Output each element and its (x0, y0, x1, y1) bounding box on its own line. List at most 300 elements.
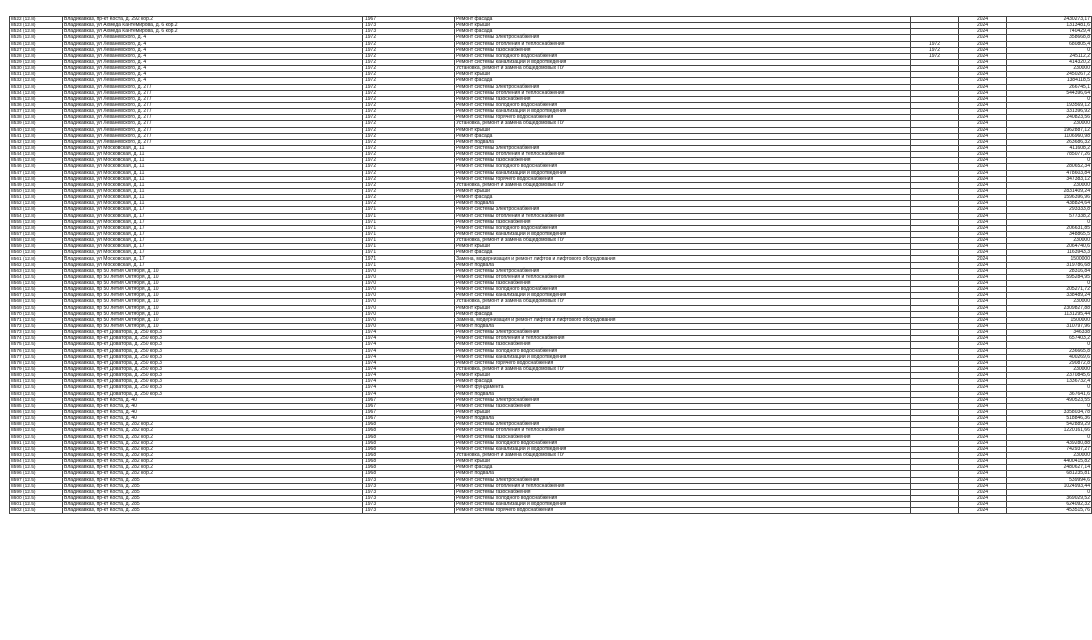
build-year-cell: 1970 (363, 305, 455, 311)
row-id-cell: 8561 (12.8) (10, 256, 63, 262)
plan-year-cell: 2024 (959, 219, 1007, 225)
cost-cell: 0 (1007, 281, 1092, 287)
row-id-cell: 8589 (12.5) (10, 428, 63, 434)
plan-year-cell: 2024 (959, 17, 1007, 23)
build-year-cell: 1971 (363, 219, 455, 225)
build-year-cell: 1971 (363, 262, 455, 268)
cost-cell: 785077,26 (1007, 152, 1092, 158)
build-year-cell: 1973 (363, 502, 455, 508)
plan-year-cell: 2024 (959, 213, 1007, 219)
plan-year-cell: 2024 (959, 391, 1007, 397)
address-cell: Владикавказ, пр-кт Доватора, д. 250 кор.3 (63, 391, 363, 397)
build-year-cell: 1974 (363, 360, 455, 366)
build-year-cell: 1968 (363, 422, 455, 428)
address-cell: Владикавказ, ул Леваневского, д. 4 (63, 66, 363, 72)
row-id-cell: 8598 (12.5) (10, 483, 63, 489)
row-id-cell: 8526 (12.8) (10, 41, 63, 47)
address-cell: Владикавказ, ул Московская, д. 17 (63, 219, 363, 225)
build-year-cell: 1972 (363, 115, 455, 121)
row-id-cell: 8530 (12.8) (10, 66, 63, 72)
row-id-cell: 8548 (12.8) (10, 176, 63, 182)
build-year-cell: 1974 (363, 391, 455, 397)
plan-year-cell: 2024 (959, 465, 1007, 471)
work-type-cell: Ремонт системы отопления и теплоснабжения (455, 274, 911, 280)
plan-year-cell: 2024 (959, 281, 1007, 287)
work-type-cell: Ремонт системы газоснабжения (455, 489, 911, 495)
row-id-cell: 8572 (12.5) (10, 324, 63, 330)
plan-year-cell: 2024 (959, 471, 1007, 477)
work-type-cell: Ремонт фасада (455, 465, 911, 471)
work-type-cell: Ремонт системы холодного водоснабжения (455, 348, 911, 354)
plan-year-cell: 2024 (959, 201, 1007, 207)
row-id-cell: 8554 (12.8) (10, 213, 63, 219)
build-year-cell: 1970 (363, 274, 455, 280)
build-year-cell: 1971 (363, 231, 455, 237)
row-id-cell: 8573 (12.5) (10, 330, 63, 336)
address-cell: Владикавказ, ул Московская, д. 17 (63, 250, 363, 256)
row-id-cell: 8597 (12.5) (10, 477, 63, 483)
plan-year-cell: 2024 (959, 23, 1007, 29)
address-cell: Владикавказ, ул Леваневского, д. 277 (63, 102, 363, 108)
address-cell: Владикавказ, ул Московская, д. 11 (63, 188, 363, 194)
cost-cell: 230000 (1007, 299, 1092, 305)
build-year-cell: 1974 (363, 336, 455, 342)
row-id-cell: 8560 (12.8) (10, 250, 63, 256)
address-cell: Владикавказ, пр-кт Доватора, д. 250 кор.3 (63, 385, 363, 391)
work-type-cell: Ремонт системы холодного водоснабжения (455, 287, 911, 293)
work-type-cell: Ремонт крыши (455, 188, 911, 194)
address-cell: Владикавказ, пр-кт Доватора, д. 250 кор.3 (63, 373, 363, 379)
work-type-cell: Ремонт системы электроснабжения (455, 84, 911, 90)
address-cell: Владикавказ, ул Московская, д. 11 (63, 152, 363, 158)
work-type-cell: Ремонт крыши (455, 410, 911, 416)
row-id-cell: 8555 (12.8) (10, 219, 63, 225)
work-type-cell: Ремонт фасада (455, 29, 911, 35)
work-type-cell: Ремонт подвала (455, 201, 911, 207)
build-year-cell: 1970 (363, 299, 455, 305)
row-id-cell: 8577 (12.5) (10, 354, 63, 360)
plan-year-cell: 2024 (959, 330, 1007, 336)
address-cell: Владикавказ, ул Леваневского, д. 277 (63, 90, 363, 96)
plan-year-cell: 2024 (959, 293, 1007, 299)
address-cell: Владикавказ, ул Леваневского, д. 4 (63, 35, 363, 41)
row-id-cell: 8565 (12.5) (10, 281, 63, 287)
address-cell: Владикавказ, ул Леваневского, д. 277 (63, 127, 363, 133)
build-year-cell: 1971 (363, 207, 455, 213)
row-id-cell: 8576 (12.5) (10, 348, 63, 354)
plan-year-cell: 2024 (959, 483, 1007, 489)
row-id-cell: 8538 (12.8) (10, 115, 63, 121)
plan-year-cell: 2024 (959, 84, 1007, 90)
cost-cell: 293333,8 (1007, 207, 1092, 213)
cost-cell: 367641,6 (1007, 391, 1092, 397)
row-id-cell: 8601 (12.5) (10, 502, 63, 508)
work-type-cell: Ремонт фасада (455, 78, 911, 84)
plan-year-cell: 2024 (959, 495, 1007, 501)
work-type-cell: Ремонт системы канализации и водоотведения (455, 170, 911, 176)
plan-year-cell: 2024 (959, 96, 1007, 102)
row-id-cell: 8545 (12.8) (10, 158, 63, 164)
build-year-cell: 1973 (363, 477, 455, 483)
build-year-cell: 1972 (363, 53, 455, 59)
address-cell: Владикавказ, пр-кт Коста, д. 40 (63, 416, 363, 422)
row-id-cell: 8594 (12.5) (10, 459, 63, 465)
build-year-cell: 1970 (363, 311, 455, 317)
plan-year-cell: 2024 (959, 72, 1007, 78)
address-cell: Владикавказ, пр-кт Доватора, д. 250 кор.3 (63, 379, 363, 385)
work-type-cell: Ремонт подвала (455, 139, 911, 145)
work-type-cell: Установка, ремонт и замена общедомовых ПУ (455, 367, 911, 373)
build-year-cell: 1971 (363, 244, 455, 250)
cost-cell: 1500000 (1007, 317, 1092, 323)
build-year-cell: 1968 (363, 428, 455, 434)
cost-cell: 236665,8 (1007, 348, 1092, 354)
work-type-cell: Ремонт системы отопления и теплоснабжения (455, 90, 911, 96)
plan-year-cell: 2024 (959, 102, 1007, 108)
row-id-cell: 8591 (12.5) (10, 440, 63, 446)
plan-year-cell: 2024 (959, 508, 1007, 514)
build-year-cell: 1970 (363, 287, 455, 293)
plan-year-cell: 2024 (959, 311, 1007, 317)
cost-cell: 230000 (1007, 452, 1092, 458)
cost-cell: 414320,2 (1007, 59, 1092, 65)
row-id-cell: 8536 (12.8) (10, 102, 63, 108)
work-type-cell: Ремонт крыши (455, 23, 911, 29)
plan-year-cell: 2024 (959, 502, 1007, 508)
cost-cell: 1962887,12 (1007, 127, 1092, 133)
address-cell: Владикавказ, пр-кт Коста, д. 282 кор.2 (63, 434, 363, 440)
work-type-cell: Ремонт системы отопления и теплоснабжения (455, 152, 911, 158)
cost-cell: 0 (1007, 489, 1092, 495)
cost-cell: 2430273,17 (1007, 17, 1092, 23)
build-year-cell: 1974 (363, 348, 455, 354)
work-type-cell: Ремонт системы газоснабжения (455, 219, 911, 225)
address-cell: Владикавказ, ул Московская, д. 17 (63, 238, 363, 244)
cost-cell: 230000 (1007, 66, 1092, 72)
address-cell: Владикавказ, ул Леваневского, д. 277 (63, 133, 363, 139)
build-year-cell: 1972 (363, 176, 455, 182)
plan-year-cell: 2024 (959, 176, 1007, 182)
row-id-cell: 8592 (12.5) (10, 446, 63, 452)
row-id-cell: 8542 (12.8) (10, 139, 63, 145)
address-cell: Владикавказ, ул Леваневского, д. 4 (63, 47, 363, 53)
address-cell: Владикавказ, ул Московская, д. 17 (63, 256, 363, 262)
plan-year-cell: 2024 (959, 422, 1007, 428)
build-year-cell: 1972 (363, 35, 455, 41)
work-type-cell: Установка, ремонт и замена общедомовых ПУ (455, 66, 911, 72)
row-id-cell: 8522 (12.8) (10, 17, 63, 23)
work-type-cell: Ремонт системы канализации и водоотведения (455, 502, 911, 508)
work-type-cell: Ремонт фасада (455, 379, 911, 385)
plan-year-cell: 2024 (959, 115, 1007, 121)
row-id-cell: 8590 (12.5) (10, 434, 63, 440)
build-year-cell: 1972 (363, 121, 455, 127)
cost-cell: 348865,5 (1007, 231, 1092, 237)
cost-cell: 205271,72 (1007, 287, 1092, 293)
address-cell: Владикавказ, пр-кт Коста, д. 40 (63, 403, 363, 409)
cost-cell: 3358034,78 (1007, 410, 1092, 416)
work-type-cell: Ремонт фасада (455, 311, 911, 317)
row-id-cell: 8595 (12.5) (10, 465, 63, 471)
address-cell: Владикавказ, пр 50 летия Октября, д. 10 (63, 293, 363, 299)
plan-year-cell: 2024 (959, 250, 1007, 256)
address-cell: Владикавказ, ул Московская, д. 11 (63, 145, 363, 151)
work-type-cell: Ремонт фасада (455, 17, 911, 23)
cost-cell: 240823,56 (1007, 115, 1092, 121)
plan-year-cell: 2024 (959, 29, 1007, 35)
plan-year-cell: 2024 (959, 305, 1007, 311)
work-type-cell: Ремонт подвала (455, 471, 911, 477)
work-type-cell: Ремонт системы горячего водоснабжения (455, 115, 911, 121)
plan-year-cell: 2024 (959, 35, 1007, 41)
address-cell: Владикавказ, ул Московская, д. 11 (63, 176, 363, 182)
row-id-cell: 8568 (12.5) (10, 299, 63, 305)
build-year-cell: 1972 (363, 78, 455, 84)
work-type-cell: Ремонт подвала (455, 391, 911, 397)
plan-year-cell: 2024 (959, 188, 1007, 194)
plan-year-cell: 2024 (959, 66, 1007, 72)
work-type-cell: Ремонт системы электроснабжения (455, 330, 911, 336)
plan-year-cell: 2024 (959, 231, 1007, 237)
build-year-cell: 1974 (363, 342, 455, 348)
cost-cell: 400269,6 (1007, 354, 1092, 360)
cost-cell: 2831409,24 (1007, 188, 1092, 194)
work-type-cell: Ремонт системы канализации и водоотведения (455, 293, 911, 299)
work-type-cell: Ремонт подвала (455, 416, 911, 422)
cost-cell: 1163943,3 (1007, 250, 1092, 256)
build-year-cell: 1972 (363, 145, 455, 151)
cost-cell: 544396,64 (1007, 90, 1092, 96)
plan-year-cell: 2024 (959, 489, 1007, 495)
address-cell: Владикавказ, пр-кт Доватора, д. 250 кор.3 (63, 348, 363, 354)
cost-cell: 1336732,4 (1007, 379, 1092, 385)
build-year-cell: 1972 (363, 47, 455, 53)
plan-year-cell: 2024 (959, 446, 1007, 452)
work-type-cell: Ремонт крыши (455, 459, 911, 465)
row-id-cell: 8523 (12.8) (10, 23, 63, 29)
cost-cell: 439280,88 (1007, 440, 1092, 446)
build-year-cell: 1973 (363, 29, 455, 35)
cost-cell: 0 (1007, 47, 1092, 53)
work-type-cell: Ремонт системы электроснабжения (455, 35, 911, 41)
work-type-cell: Установка, ремонт и замена общедомовых ПУ (455, 299, 911, 305)
cost-cell: 369029,52 (1007, 495, 1092, 501)
row-id-cell: 8550 (12.8) (10, 188, 63, 194)
cost-cell: 681235,81 (1007, 471, 1092, 477)
plan-year-cell: 2024 (959, 360, 1007, 366)
address-cell: Владикавказ, пр 50 летия Октября, д. 10 (63, 311, 363, 317)
table-body (10, 17, 1092, 514)
work-type-cell: Ремонт системы отопления и теплоснабжения (455, 336, 911, 342)
cost-cell: 542889,29 (1007, 422, 1092, 428)
address-cell: Владикавказ, ул Московская, д. 17 (63, 207, 363, 213)
work-type-cell: Установка, ремонт и замена общедомовых ПУ (455, 182, 911, 188)
work-type-cell: Ремонт системы холодного водоснабжения (455, 225, 911, 231)
address-cell: Владикавказ, ул Московская, д. 11 (63, 201, 363, 207)
address-cell: Владикавказ, пр-кт Коста, д. 292 кор.2 (63, 17, 363, 23)
address-cell: Владикавказ, ул Леваневского, д. 277 (63, 84, 363, 90)
plan-year-cell: 2024 (959, 354, 1007, 360)
row-id-cell: 8547 (12.8) (10, 170, 63, 176)
row-id-cell: 8524 (12.8) (10, 29, 63, 35)
row-id-cell: 8539 (12.8) (10, 121, 63, 127)
build-year-cell: 1972 (363, 195, 455, 201)
plan-year-cell: 2024 (959, 145, 1007, 151)
work-type-cell: Установка, ремонт и замена общедомовых ПУ (455, 452, 911, 458)
row-id-cell: 8544 (12.8) (10, 152, 63, 158)
build-year-cell: 1972 (363, 139, 455, 145)
work-type-cell: Ремонт системы электроснабжения (455, 145, 911, 151)
work-type-cell: Ремонт системы отопления и теплоснабжения (455, 428, 911, 434)
build-year-cell: 1972 (363, 164, 455, 170)
cost-cell: 2450267,2 (1007, 72, 1092, 78)
build-year-cell: 1973 (363, 495, 455, 501)
cost-cell: 347383,12 (1007, 176, 1092, 182)
address-cell: Владикавказ, пр 50 летия Октября, д. 10 (63, 274, 363, 280)
cost-cell: 280652,34 (1007, 164, 1092, 170)
build-year-cell: 1967 (363, 17, 455, 23)
cost-cell: 358668,8 (1007, 35, 1092, 41)
row-id-cell: 8533 (12.8) (10, 84, 63, 90)
row-id-cell: 8535 (12.8) (10, 96, 63, 102)
row-id-cell: 8570 (12.5) (10, 311, 63, 317)
plan-year-cell: 2024 (959, 434, 1007, 440)
cost-cell: 518846,36 (1007, 416, 1092, 422)
build-year-cell: 1972 (363, 102, 455, 108)
row-id-cell: 8543 (12.8) (10, 145, 63, 151)
address-cell: Владикавказ, пр 50 летия Октября, д. 10 (63, 268, 363, 274)
work-type-cell: Ремонт системы отопления и теплоснабжения (455, 483, 911, 489)
cost-cell: 1313481,6 (1007, 23, 1092, 29)
work-type-cell: Ремонт фундамента (455, 385, 911, 391)
work-type-cell: Ремонт системы отопления и теплоснабжения (455, 213, 911, 219)
build-year-cell: 1968 (363, 446, 455, 452)
address-cell: Владикавказ, ул Леваневского, д. 4 (63, 53, 363, 59)
cost-cell: 0 (1007, 158, 1092, 164)
cost-cell: 0 (1007, 434, 1092, 440)
address-cell: Владикавказ, пр-кт Коста, д. 40 (63, 397, 363, 403)
work-type-cell: Ремонт системы горячего водоснабжения (455, 360, 911, 366)
row-id-cell: 8541 (12.8) (10, 133, 63, 139)
cost-cell: 230000 (1007, 238, 1092, 244)
address-cell: Владикавказ, пр-кт Доватора, д. 250 кор.3 (63, 354, 363, 360)
address-cell: Владикавказ, ул Ахмеда Кантемирова, д. 6 кор.2 (63, 23, 363, 29)
cost-cell: 2480627,14 (1007, 465, 1092, 471)
build-year-cell: 1967 (363, 397, 455, 403)
cost-cell: 0 (1007, 96, 1092, 102)
row-id-cell: 8596 (12.5) (10, 471, 63, 477)
build-year-cell: 1967 (363, 416, 455, 422)
address-cell: Владикавказ, ул Ахмеда Кантемирова, д. 6 кор.2 (63, 29, 363, 35)
plan-year-cell: 2024 (959, 428, 1007, 434)
row-id-cell: 8593 (12.5) (10, 452, 63, 458)
extra-year-cell: 1972 (911, 41, 959, 47)
build-year-cell: 1971 (363, 250, 455, 256)
address-cell: Владикавказ, ул Леваневского, д. 4 (63, 78, 363, 84)
plan-year-cell: 2024 (959, 152, 1007, 158)
plan-year-cell: 2024 (959, 348, 1007, 354)
plan-year-cell: 2024 (959, 342, 1007, 348)
build-year-cell: 1972 (363, 90, 455, 96)
address-cell: Владикавказ, ул Леваневского, д. 277 (63, 109, 363, 115)
extra-year-cell (911, 508, 959, 514)
row-id-cell: 8599 (12.5) (10, 489, 63, 495)
row-id-cell: 8537 (12.8) (10, 109, 63, 115)
address-cell: Владикавказ, пр 50 летия Октября, д. 10 (63, 305, 363, 311)
work-type-cell: Ремонт системы электроснабжения (455, 477, 911, 483)
build-year-cell: 1972 (363, 201, 455, 207)
cost-cell: 411608,2 (1007, 145, 1092, 151)
work-type-cell: Ремонт системы отопления и теплоснабжения (455, 41, 911, 47)
address-cell: Владикавказ, пр-кт Коста, д. 282 кор.2 (63, 452, 363, 458)
plan-year-cell: 2024 (959, 109, 1007, 115)
address-cell: Владикавказ, ул Московская, д. 17 (63, 213, 363, 219)
row-id-cell: 8583 (12.5) (10, 391, 63, 397)
row-id-cell: 8564 (12.5) (10, 274, 63, 280)
plan-year-cell: 2024 (959, 41, 1007, 47)
spreadsheet-page (9, 16, 1090, 514)
plan-year-cell: 2024 (959, 477, 1007, 483)
build-year-cell: 1971 (363, 256, 455, 262)
address-cell: Владикавказ, пр-кт Доватора, д. 250 кор.3 (63, 336, 363, 342)
build-year-cell: 1968 (363, 440, 455, 446)
row-id-cell: 8569 (12.5) (10, 305, 63, 311)
build-year-cell: 1970 (363, 268, 455, 274)
row-id-cell: 8527 (12.8) (10, 47, 63, 53)
row-id-cell: 8588 (12.5) (10, 422, 63, 428)
address-cell: Владикавказ, пр-кт Доватора, д. 250 кор.3 (63, 360, 363, 366)
cost-cell: 28316,84 (1007, 268, 1092, 274)
address-cell: Владикавказ, ул Леваневского, д. 277 (63, 139, 363, 145)
cost-cell: 331396,92 (1007, 109, 1092, 115)
address-cell: Владикавказ, пр-кт Коста, д. 282 кор.2 (63, 422, 363, 428)
work-type-cell: Ремонт системы газоснабжения (455, 47, 911, 53)
work-type-cell: Ремонт крыши (455, 244, 911, 250)
row-id-cell: 8600 (12.5) (10, 495, 63, 501)
cost-cell: 490523,55 (1007, 397, 1092, 403)
address-cell: Владикавказ, пр-кт Коста, д. 285 (63, 489, 363, 495)
cost-cell: 2309827,88 (1007, 305, 1092, 311)
build-year-cell: 1974 (363, 367, 455, 373)
address-cell: Владикавказ, пр-кт Коста, д. 282 кор.2 (63, 428, 363, 434)
work-type-cell: Ремонт системы холодного водоснабжения (455, 164, 911, 170)
cost-cell: 310797,96 (1007, 324, 1092, 330)
row-id-cell: 8571 (12.5) (10, 317, 63, 323)
plan-year-cell: 2024 (959, 403, 1007, 409)
work-type-cell: Ремонт системы холодного водоснабжения (455, 102, 911, 108)
build-year-cell: 1970 (363, 293, 455, 299)
work-type-cell: Ремонт системы электроснабжения (455, 268, 911, 274)
row-id-cell: 8525 (12.8) (10, 35, 63, 41)
row-id-cell: 8534 (12.8) (10, 90, 63, 96)
plan-year-cell: 2024 (959, 459, 1007, 465)
address-cell: Владикавказ, ул Московская, д. 11 (63, 170, 363, 176)
work-type-cell: Ремонт системы канализации и водоотведения (455, 446, 911, 452)
row-id-cell: 8551 (12.8) (10, 195, 63, 201)
plan-year-cell: 2024 (959, 59, 1007, 65)
cost-cell: 657403,2 (1007, 336, 1092, 342)
work-type-cell: Ремонт системы газоснабжения (455, 158, 911, 164)
plan-year-cell: 2024 (959, 336, 1007, 342)
row-id-cell: 8529 (12.8) (10, 59, 63, 65)
work-type-cell: Установка, ремонт и замена общедомовых ПУ (455, 238, 911, 244)
build-year-cell: 1972 (363, 84, 455, 90)
build-year-cell: 1968 (363, 471, 455, 477)
build-year-cell: 1972 (363, 66, 455, 72)
work-type-cell: Ремонт системы холодного водоснабжения (455, 440, 911, 446)
plan-year-cell: 2024 (959, 207, 1007, 213)
work-type-cell: Ремонт крыши (455, 127, 911, 133)
